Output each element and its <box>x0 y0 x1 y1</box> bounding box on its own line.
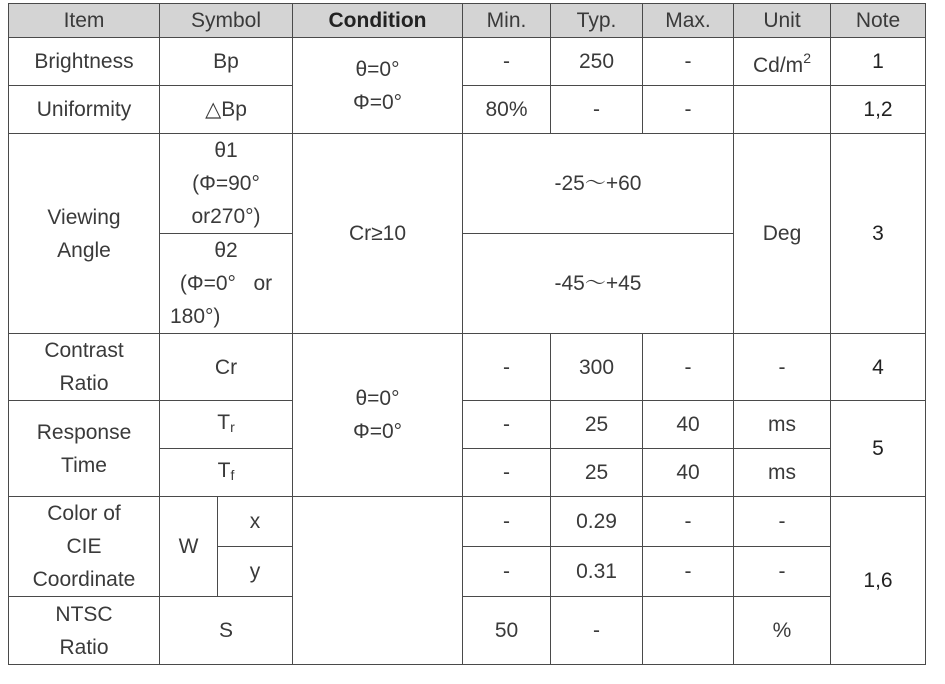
condition-cell-b <box>293 334 463 497</box>
response-symbol-tr <box>160 401 293 449</box>
tf-min: - <box>463 449 551 497</box>
condition-cell-empty <box>293 497 463 665</box>
ntsc-item <box>9 597 160 665</box>
cie-item-line1: Color of <box>47 502 121 525</box>
cie-note: 1,6 <box>831 497 926 665</box>
cie-x-label: x <box>218 497 293 547</box>
contrast-unit: - <box>734 334 831 401</box>
brightness-note: 1 <box>831 38 926 86</box>
cie-row-x <box>9 497 926 547</box>
cie-y-min: - <box>463 547 551 597</box>
viewing-range-theta1: -25～+60 <box>463 134 734 234</box>
contrast-item <box>9 334 160 401</box>
viewing-item-line1: Viewing <box>47 205 121 229</box>
cie-y-max: - <box>643 547 734 597</box>
contrast-min: - <box>463 334 551 401</box>
contrast-symbol: Cr <box>160 334 293 401</box>
tr-unit: ms <box>734 401 831 449</box>
header-typ: Typ. <box>551 4 643 38</box>
tr-max: 40 <box>643 401 734 449</box>
uniformity-typ: - <box>551 86 643 134</box>
viewing-range-theta2: -45～+45 <box>463 234 734 334</box>
viewing-note: 3 <box>831 134 926 334</box>
cie-x-min: - <box>463 497 551 547</box>
viewing-unit: Deg <box>734 134 831 334</box>
condition-cell-a <box>293 38 463 134</box>
cie-x-unit: - <box>734 497 831 547</box>
cie-item-line2: CIE <box>66 535 102 558</box>
response-item-line2: Time <box>61 453 107 477</box>
brightness-typ: 250 <box>551 38 643 86</box>
optical-spec-table <box>8 3 926 665</box>
tr-min: - <box>463 401 551 449</box>
tf-base: T <box>217 458 231 482</box>
brightness-max: - <box>643 38 734 86</box>
brightness-min: - <box>463 38 551 86</box>
ntsc-max <box>643 597 734 665</box>
viewing-symbol-theta2 <box>160 234 293 334</box>
tr-base: T <box>217 410 231 434</box>
cie-x-max: - <box>643 497 734 547</box>
cie-x-typ: 0.29 <box>551 497 643 547</box>
response-item-line1: Response <box>36 420 132 444</box>
contrast-note: 4 <box>831 334 926 401</box>
cie-item-line3: Coordinate <box>32 568 136 591</box>
uniformity-symbol: △Bp <box>160 86 293 134</box>
brightness-item: Brightness <box>9 38 160 86</box>
contrast-row <box>9 334 926 401</box>
ntsc-row <box>9 597 926 665</box>
brightness-unit-exp: 2 <box>803 49 811 66</box>
theta2-line2: (Φ=0° or <box>179 272 273 295</box>
ntsc-typ: - <box>551 597 643 665</box>
viewing-symbol-theta1 <box>160 134 293 234</box>
ntsc-item-line1: NTSC <box>55 602 113 626</box>
ntsc-item-line2: Ratio <box>59 635 109 659</box>
header-condition: Condition <box>293 4 463 38</box>
theta2-line3: 180°) <box>170 305 221 328</box>
viewing-angle-row-1 <box>9 134 926 234</box>
brightness-row <box>9 38 926 86</box>
contrast-item-line2: Ratio <box>59 372 109 395</box>
theta2-line1: θ2 <box>214 239 238 262</box>
theta1-line3: or270°) <box>191 205 261 228</box>
response-row-tr <box>9 401 926 449</box>
tf-unit: ms <box>734 449 831 497</box>
tf-max: 40 <box>643 449 734 497</box>
tr-typ: 25 <box>551 401 643 449</box>
condition-b-theta: θ=0° <box>355 387 400 410</box>
viewing-item <box>9 134 160 334</box>
tf-typ: 25 <box>551 449 643 497</box>
header-symbol: Symbol <box>160 4 293 38</box>
header-item: Item <box>9 4 160 38</box>
contrast-max: - <box>643 334 734 401</box>
viewing-item-line2: Angle <box>57 238 111 262</box>
cie-y-unit: - <box>734 547 831 597</box>
uniformity-max: - <box>643 86 734 134</box>
cie-group-white: W <box>160 497 218 597</box>
condition-a-theta: θ=0° <box>355 57 400 81</box>
cie-y-label: y <box>218 547 293 597</box>
theta1-line2: (Φ=90° <box>192 172 260 195</box>
uniformity-row <box>9 86 926 134</box>
header-unit: Unit <box>734 4 831 38</box>
header-min: Min. <box>463 4 551 38</box>
header-row <box>9 4 926 38</box>
brightness-unit-base: Cd/m <box>753 53 804 77</box>
cie-y-typ: 0.31 <box>551 547 643 597</box>
uniformity-item: Uniformity <box>9 86 160 134</box>
cie-item <box>9 497 160 597</box>
theta1-line1: θ1 <box>214 139 238 162</box>
uniformity-note: 1,2 <box>831 86 926 134</box>
condition-a-phi: Φ=0° <box>352 90 403 114</box>
response-note: 5 <box>831 401 926 497</box>
contrast-item-line1: Contrast <box>44 339 124 362</box>
response-symbol-tf <box>160 449 293 497</box>
contrast-typ: 300 <box>551 334 643 401</box>
header-max: Max. <box>643 4 734 38</box>
tr-sub: r <box>230 418 235 435</box>
uniformity-unit <box>734 86 831 134</box>
condition-b-phi: Φ=0° <box>352 420 403 443</box>
brightness-symbol: Bp <box>160 38 293 86</box>
response-item <box>9 401 160 497</box>
tf-sub: f <box>230 466 235 483</box>
ntsc-symbol: S <box>160 597 293 665</box>
uniformity-min: 80% <box>463 86 551 134</box>
ntsc-min: 50 <box>463 597 551 665</box>
viewing-condition: Cr≥10 <box>293 134 463 334</box>
header-note: Note <box>831 4 926 38</box>
brightness-unit <box>734 38 831 86</box>
ntsc-unit: % <box>734 597 831 665</box>
